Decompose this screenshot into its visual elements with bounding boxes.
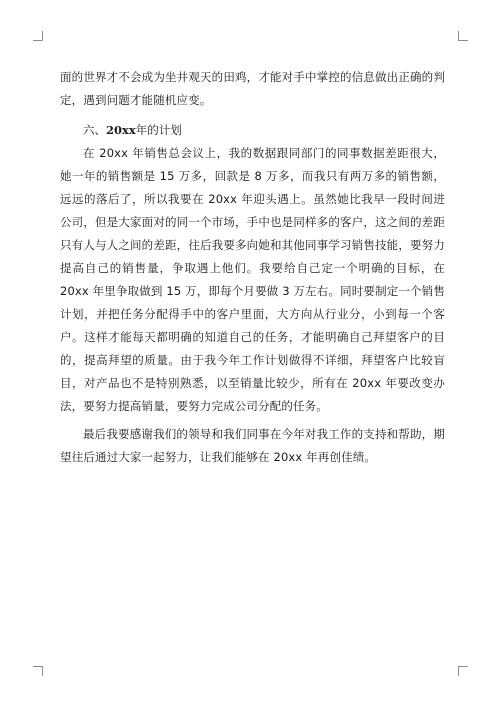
plan-paragraph: 在 20xx 年销售总会议上，我的数据跟同部门的同事数据差距很大，她一年的销售额是 15 万多，回款是 8 万多，而我只有两万多的销售额，远远的落后了，所以我要在 20xx 年迎头遇上。虽然她比我早一段时间进公司，但是大家面对的同一个市场，手中也是同样多的客户，这之间的差距只有人与人之间的差距，往后我要多向她和其他同事学习销售技能，要努力提高自己的销售量，争取遇上他们。我要给自己定一个明确的目标，在 20xx 年里争取做到 15 万，即每个月要做 3 万左右。同时要制定一个销售计划，并把任务分配得手中的客户里面，大方向从行业分，小到每一个客户。这样才能每天都明确的知道自己的任务，才能明确自己拜望客户的目的，提高拜望的质量。由于我今年工作计划做得不详细，拜望客户比较盲目，对产品也不是特别熟悉，以至销量比较少，所有在 20xx 年要改变办法，要努力提高销量，要努力完成公司分配的任务。 [60, 146, 445, 413]
crop-mark-top-right [458, 31, 468, 41]
section-heading-prefix: 六、 [83, 123, 106, 137]
crop-mark-bottom-left [33, 666, 43, 676]
thanks-paragraph: 最后我要感谢我们的领导和我们同事在今年对我工作的支持和帮助，期望往后通过大家一起努力，让我们能够在 20xx 年再创佳绩。 [60, 427, 445, 464]
document-body [60, 66, 445, 469]
section-heading [60, 119, 445, 142]
continuation-paragraph: 面的世界才不会成为坐井观天的田鸡，才能对手中掌控的信息做出正确的判定，遇到问题才能随机应变。 [60, 70, 445, 107]
section-heading-suffix: 年的计划 [135, 123, 182, 137]
crop-mark-bottom-right [458, 666, 468, 676]
section-heading-year: 20xx [106, 123, 136, 137]
crop-mark-top-left [33, 31, 43, 41]
